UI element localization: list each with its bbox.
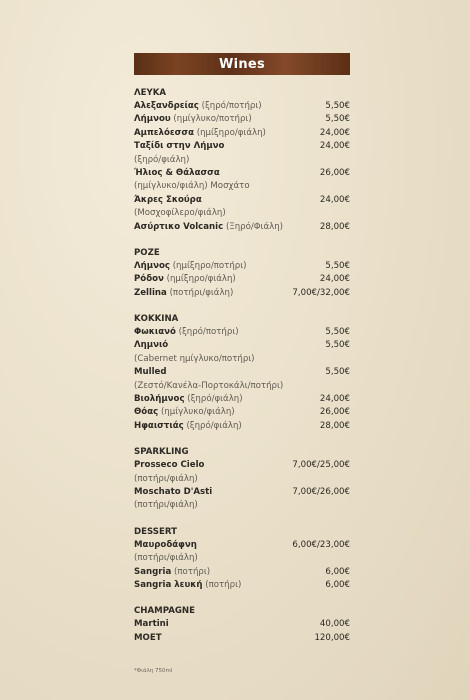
item-price: 26,00€ [319,167,350,178]
item-name: Θόας [134,407,159,418]
item-price: 24,00€ [319,394,350,405]
menu-section [134,87,350,234]
item-price: 24,00€ [319,194,350,205]
item-name: Άκρες Σκούρα [134,194,202,205]
item-price: 26,00€ [319,407,350,418]
item-label [134,486,212,499]
item-price: 28,00€ [319,420,350,431]
menu-item [134,486,350,499]
item-name: Ηφαιστιάς [134,420,184,431]
item-subdescription: (ημίγλυκο/φιάλη) Μοσχάτο [134,181,250,192]
item-name: Ήλιος & Θάλασσα [134,167,220,178]
menu-item [134,459,350,472]
item-label [134,632,162,645]
item-name: Βιολήμνος [134,394,185,405]
menu-item [134,167,350,180]
item-name: Sangria λευκή [134,579,203,590]
item-label [134,140,224,153]
item-label [134,326,239,339]
item-description: (ημίξηρο/φιάλη) [196,127,266,138]
item-price: 24,00€ [319,127,350,138]
item-name: Martini [134,619,169,630]
item-name: Ρόδον [134,274,164,285]
item-label [134,194,202,207]
item-price: 120,00€ [314,632,350,643]
item-description: (ξηρό/φιάλη) [187,394,243,405]
menu-section [134,605,350,645]
item-description: (ξηρό/ποτήρι) [201,101,262,111]
section-title: DESSERT [134,526,177,537]
item-price: 5,50€ [325,367,350,378]
item-label [134,113,252,126]
menu-item [134,632,350,645]
menu-item [134,113,350,126]
item-price: 5,50€ [325,260,350,271]
item-label [134,579,241,592]
menu-item [134,366,350,379]
item-label [134,406,235,419]
menu-item [134,140,350,153]
item-label [134,566,210,579]
item-label [134,618,169,631]
item-price: 5,50€ [325,101,350,111]
section-title: ΚΟΚΚΙΝΑ [134,314,179,325]
item-price: 5,50€ [325,340,350,351]
item-label [134,287,233,300]
item-name: Φωκιανό [134,327,176,338]
menu-item [134,127,350,140]
item-label [134,100,262,113]
menu-item [134,566,350,579]
section-title: SPARKLING [134,447,189,458]
item-label [134,221,283,234]
section-title: ΛΕΥΚΑ [134,88,167,98]
item-name: Αλεξανδρείας [134,101,199,111]
item-name: Αμπελόεσσα [134,127,194,138]
title-banner [134,53,350,75]
item-price: 6,00€/23,00€ [292,539,350,550]
item-price: 24,00€ [319,274,350,285]
menu-item [134,579,350,592]
menu-item [134,273,350,286]
menu-section [134,247,350,300]
section-title: CHAMPAGNE [134,606,195,617]
item-description: (ημίγλυκο/φιάλη) [160,407,235,418]
item-description: (ξηρό/ποτήρι) [178,327,239,338]
item-price: 5,50€ [325,114,350,125]
item-price: 28,00€ [319,221,350,232]
item-name: Sangria [134,566,172,577]
item-name: Λήμνος [134,260,170,271]
item-price: 24,00€ [319,141,350,152]
item-label [134,273,236,286]
item-description: (ημίξηρο/φιάλη) [166,274,236,285]
menu-section [134,446,350,513]
item-subdescription: (Cabernet ημίγλυκο/ποτήρι) [134,353,255,364]
item-subdescription: (ποτήρι/φιάλη) [134,473,198,484]
item-price: 5,50€ [325,327,350,338]
item-label [134,539,197,552]
item-name: Ταξίδι στην Λήμνο [134,141,225,152]
menu-item [134,393,350,406]
menu-item [134,260,350,273]
page-title: Wines [218,56,266,72]
menu-item [134,406,350,419]
menu-item [134,539,350,552]
item-name: Λημνιό [134,340,169,351]
section-title: ΡΟΖΕ [134,247,160,258]
item-subdescription: (ποτήρι/φιάλη) [134,553,198,564]
item-description: (ξηρό/φιάλη) [186,420,242,431]
item-price: 7,00€/26,00€ [292,486,350,497]
item-name: Moschato D'Asti [134,486,213,497]
item-price: 7,00€/25,00€ [292,460,350,471]
item-description: (ημίγλυκο/ποτήρι) [173,114,252,125]
item-description: (ποτήρι) [173,566,211,577]
menu-item [134,100,350,113]
menu-item [134,339,350,352]
item-description: (Ξηρό/Φιάλη) [225,221,284,232]
menu-item [134,420,350,433]
item-name: Prosseco Cielo [134,460,205,471]
item-label [134,127,266,140]
item-price: 6,00€ [325,566,350,577]
item-price: 40,00€ [319,619,350,630]
item-description: (ημίξηρο/ποτήρι) [172,260,247,271]
menu-section [134,313,350,433]
menu-item [134,287,350,300]
item-name: Mulled [134,367,167,378]
item-subdescription: (ποτήρι/φιάλη) [134,500,198,511]
item-label [134,366,167,379]
item-label [134,260,246,273]
item-description: (ποτήρι/φιάλη) [169,287,234,298]
item-label [134,420,242,433]
item-subdescription: (Μοσχοφίλερο/φιάλη) [134,208,226,219]
item-name: Λήμνου [134,114,171,125]
item-price: 7,00€/32,00€ [292,287,350,298]
item-description: (ποτήρι) [205,579,242,590]
item-name: Ασύρτικο Volcanic [134,221,224,232]
item-name: Zellina [134,287,167,298]
item-label [134,167,220,180]
menu-section [134,526,350,593]
item-label [134,459,204,472]
menu-item [134,221,350,234]
wine-menu [134,87,350,658]
item-label [134,393,243,406]
menu-item [134,194,350,207]
item-name: Μαυροδάφνη [134,539,197,550]
footnote: *Φιάλη 750ml [134,668,173,674]
item-subdescription: (ξηρό/φιάλη) [134,154,190,165]
item-name: MOET [134,632,162,643]
menu-item [134,618,350,631]
item-price: 6,00€ [325,579,350,590]
item-label [134,339,168,352]
item-subdescription: (Ζεστό/Κανέλα-Πορτοκάλι/ποτήρι) [134,380,284,391]
menu-item [134,326,350,339]
